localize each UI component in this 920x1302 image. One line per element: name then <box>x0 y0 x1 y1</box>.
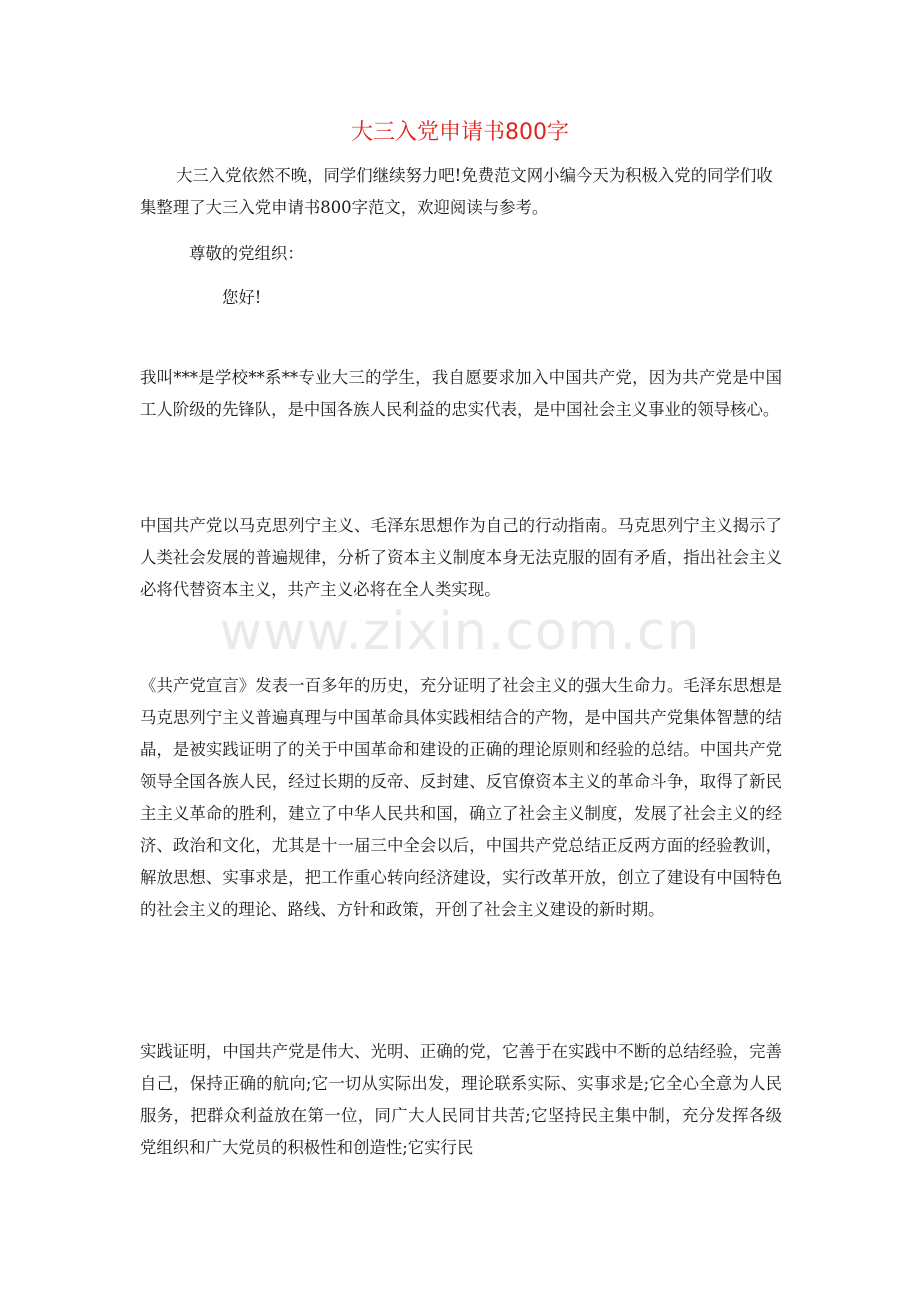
body-paragraph-4: 实践证明，中国共产党是伟大、光明、正确的党，它善于在实践中不断的总结经验，完善自己，保持正确的航向;它一切从实际出发，理论联系实际、实事求是;它全心全意为人民服务，把群众利益放在第一位，同广大人民同甘共苦;它坚持民主集中制，充分发挥各级党组织和广大党员的积极性和创造性;它实行民 <box>140 1042 782 1157</box>
intro-paragraph: 大三入党依然不晚，同学们继续努力吧!免费范文网小编今天为积极入党的同学们收集整理了大三入党申请书800字范文，欢迎阅读与参考。 <box>140 166 773 217</box>
body-paragraph-2: 中国共产党以马克思列宁主义、毛泽东思想作为自己的行动指南。马克思列宁主义揭示了人类社会发展的普遍规律，分析了资本主义制度本身无法克服的固有矛盾，指出社会主义必将代替资本主义，共产主义必将在全人类实现。 <box>140 516 782 599</box>
body-paragraph-3: 《共产党宣言》发表一百多年的历史，充分证明了社会主义的强大生命力。毛泽东思想是马克思列宁主义普遍真理与中国革命具体实践相结合的产物，是中国共产党集体智慧的结晶，是被实践证明了的关于中国革命和建设的正确的理论原则和经验的总结。中国共产党领导全国各族人民，经过长期的反帝、反封建、反官僚资本主义的革命斗争，取得了新民主主义革命的胜利，建立了中华人民共和国，确立了社会主义制度，发展了社会主义的经济、政治和文化，尤其是十一届三中全会以后，中国共产党总结正反两方面的经验教训，解放思想、实事求是，把工作重心转向经济建设，实行改革开放，创立了建设有中国特色的社会主义的理论、路线、方针和政策，开创了社会主义建设的新时期。 <box>140 676 782 919</box>
document-title: 大三入党申请书800字 <box>351 120 569 145</box>
salutation: 尊敬的党组织： <box>189 244 304 263</box>
greeting: 您好! <box>222 288 262 307</box>
watermark: www.zixin.com.cn <box>219 602 701 662</box>
body-paragraph-1: 我叫***是学校**系**专业大三的学生，我自愿要求加入中国共产党，因为共产党是中国工人阶级的先锋队，是中国各族人民利益的忠实代表，是中国社会主义事业的领导核心。 <box>140 368 782 419</box>
